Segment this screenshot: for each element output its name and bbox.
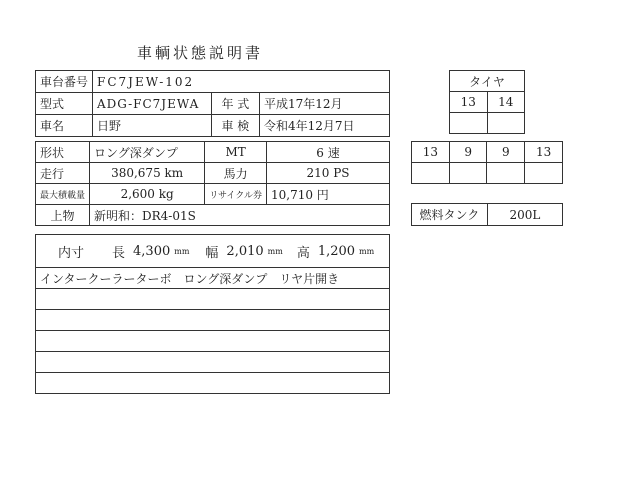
table-row bbox=[412, 142, 563, 163]
notes-row bbox=[36, 352, 390, 373]
vehicle-id-table bbox=[35, 70, 390, 137]
tire-empty bbox=[487, 113, 525, 134]
length-unit: mm bbox=[174, 246, 190, 256]
body-type-label: 形状 bbox=[36, 142, 90, 163]
table-row bbox=[36, 115, 390, 137]
width-unit: mm bbox=[267, 246, 283, 256]
tire-value: 13 bbox=[412, 142, 450, 163]
transmission-value: 6 速 bbox=[266, 142, 389, 163]
tires-rear-table bbox=[411, 141, 563, 184]
length-label: 長 bbox=[112, 245, 126, 261]
height-value: 1,200 bbox=[317, 243, 356, 259]
recycle-ticket-label: リサイクル券 bbox=[205, 184, 267, 205]
width-value: 2,010 bbox=[226, 243, 264, 259]
notes-row bbox=[36, 289, 390, 310]
tire-empty bbox=[412, 163, 450, 184]
notes-row bbox=[36, 268, 390, 289]
inspection-value: 令和4年12月7日 bbox=[259, 115, 389, 137]
table-row bbox=[412, 163, 563, 184]
tire-empty bbox=[450, 113, 488, 134]
specs-table bbox=[35, 141, 390, 226]
table-row bbox=[450, 71, 525, 92]
tire-empty bbox=[449, 163, 487, 184]
document-title: 車輌状態説明書 bbox=[136, 44, 263, 62]
notes-line bbox=[36, 289, 390, 310]
horsepower-label: 馬力 bbox=[205, 163, 267, 184]
notes-row bbox=[36, 310, 390, 331]
notes-row bbox=[36, 331, 390, 352]
table-row bbox=[36, 205, 390, 226]
tires-front-table bbox=[449, 70, 525, 134]
table-row bbox=[36, 71, 390, 93]
notes-line bbox=[36, 331, 390, 352]
table-row bbox=[450, 92, 525, 113]
chassis-number-value: FC7JEW-102 bbox=[93, 71, 390, 93]
dimensions-cell bbox=[36, 235, 390, 268]
inspection-label: 車 検 bbox=[211, 115, 259, 137]
tire-empty bbox=[525, 163, 563, 184]
tire-value: 14 bbox=[487, 92, 525, 113]
chassis-number-label: 車台番号 bbox=[36, 71, 93, 93]
horsepower-value: 210 PS bbox=[266, 163, 389, 184]
fuel-tank-label: 燃料タンク bbox=[412, 204, 488, 226]
max-load-value: 2,600 kg bbox=[90, 184, 205, 205]
model-year-value: 平成17年12月 bbox=[259, 93, 389, 115]
notes-line: インタークーラーターボ ロング深ダンプ リヤ片開き bbox=[36, 268, 390, 289]
body-maker-value: 新明和：DR4-01S bbox=[90, 205, 390, 226]
fuel-tank-value: 200L bbox=[487, 204, 562, 226]
model-code-label: 型式 bbox=[36, 93, 93, 115]
table-row bbox=[36, 163, 390, 184]
mileage-label: 走行 bbox=[36, 163, 90, 184]
table-row bbox=[412, 204, 563, 226]
notes-line bbox=[36, 352, 390, 373]
transmission-label: MT bbox=[205, 142, 267, 163]
notes-row bbox=[36, 373, 390, 394]
body-maker-label: 上物 bbox=[36, 205, 90, 226]
vehicle-name-label: 車名 bbox=[36, 115, 93, 137]
body-type-value: ロング深ダンプ bbox=[90, 142, 205, 163]
table-row bbox=[36, 93, 390, 115]
length-value: 4,300 bbox=[133, 243, 171, 259]
tire-value: 13 bbox=[525, 142, 563, 163]
inner-dimensions-label: 内寸 bbox=[57, 245, 84, 261]
notes-line bbox=[36, 310, 390, 331]
tire-value: 9 bbox=[487, 142, 525, 163]
tire-empty bbox=[487, 163, 525, 184]
tire-value: 13 bbox=[450, 92, 488, 113]
table-row bbox=[36, 142, 390, 163]
tires-header: タイヤ bbox=[450, 71, 525, 92]
height-label: 高 bbox=[296, 245, 310, 261]
model-code-value: ADG-FC7JEWA bbox=[93, 93, 212, 115]
dimensions-notes-table bbox=[35, 234, 390, 394]
fuel-tank-table bbox=[411, 203, 563, 226]
dimensions-row bbox=[36, 235, 390, 268]
max-load-label: 最大積載量 bbox=[36, 184, 90, 205]
notes-line bbox=[36, 373, 390, 394]
vehicle-name-value: 日野 bbox=[93, 115, 212, 137]
recycle-ticket-value: 10,710 円 bbox=[266, 184, 389, 205]
width-label: 幅 bbox=[205, 245, 219, 261]
table-row bbox=[450, 113, 525, 134]
model-year-label: 年 式 bbox=[211, 93, 259, 115]
mileage-value: 380,675 km bbox=[90, 163, 205, 184]
tire-value: 9 bbox=[449, 142, 487, 163]
height-unit: mm bbox=[359, 246, 375, 256]
table-row bbox=[36, 184, 390, 205]
